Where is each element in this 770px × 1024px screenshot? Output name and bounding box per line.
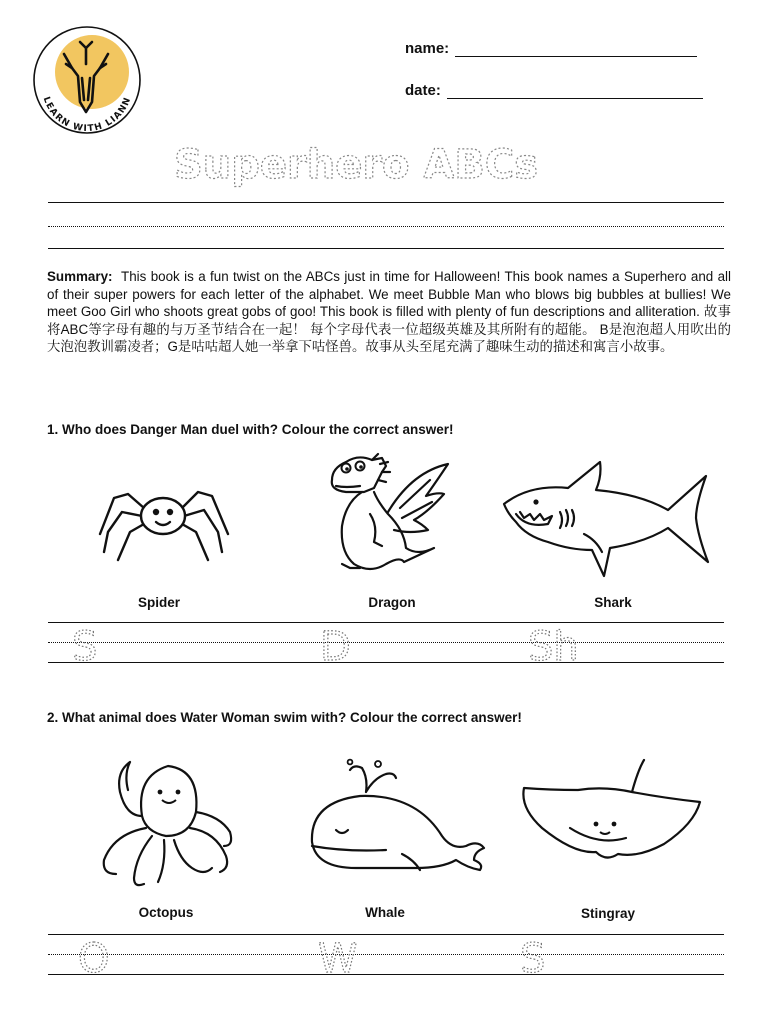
option-whale-label: Whale [365, 905, 405, 920]
worksheet-title [0, 138, 770, 198]
title-writing-lines[interactable] [48, 200, 724, 252]
trace-letter-shark: Sh [528, 624, 579, 670]
summary-paragraph [47, 268, 731, 356]
trace-letter-stingray: S [520, 936, 546, 982]
stingray-icon[interactable] [514, 758, 704, 870]
summary-label: Summary: [47, 269, 113, 284]
trace-letter-spider: S [72, 624, 98, 670]
question-2: 2. What animal does Water Woman swim with? Colour the correct answer! [47, 710, 522, 725]
name-label: name: [405, 40, 450, 57]
name-line[interactable] [455, 43, 697, 57]
shark-icon[interactable] [500, 458, 712, 578]
option-stingray-label: Stingray [580, 906, 635, 921]
trace-letter-dragon: D [320, 624, 351, 670]
trace-letters-2[interactable] [0, 926, 770, 986]
option-spider-label: Spider [137, 595, 180, 610]
option-shark-label: Shark [594, 595, 632, 610]
logo-text: LEARN WITH LIANN [40, 95, 134, 135]
date-line[interactable] [447, 85, 703, 99]
dragon-icon[interactable] [316, 452, 452, 578]
learn-with-liann-logo [28, 24, 146, 142]
whale-icon[interactable] [306, 756, 490, 886]
trace-letter-octopus: O [78, 936, 110, 982]
summary-text: This book is a fun twist on the ABCs just in time for Halloween! This book names a Superhero and all of their super powers for each letter of the alphabet. We meet Bubble Man who blows big bubbles at bullies! We meet Goo Girl who shoots great gobs of goo! This book is filled with plenty of fun descriptions and alliteration. 故事将ABC等字母有趣的与万圣节结合在一起！ 每个字母代表一位超级英雄及其所附有的超能。 B是泡泡超人用吹出的大泡泡教训霸凌者；G是咕咕超人她一举拿下咕怪兽。故事从头至尾充满了趣味生动的描述和寓言小故事。 [47, 269, 731, 355]
trace-letters-1[interactable] [0, 614, 770, 674]
option-dragon-label: Dragon [368, 595, 416, 610]
name-field[interactable] [405, 40, 697, 57]
option-octopus-label: Octopus [138, 905, 194, 920]
question-1: 1. Who does Danger Man duel with? Colour the correct answer! [47, 422, 454, 437]
page-title: Superhero ABCs [173, 142, 539, 188]
date-field[interactable] [405, 82, 703, 99]
octopus-icon[interactable] [96, 756, 238, 892]
date-label: date: [405, 82, 441, 99]
trace-letter-whale: W [318, 936, 358, 982]
spider-icon[interactable] [88, 474, 238, 566]
